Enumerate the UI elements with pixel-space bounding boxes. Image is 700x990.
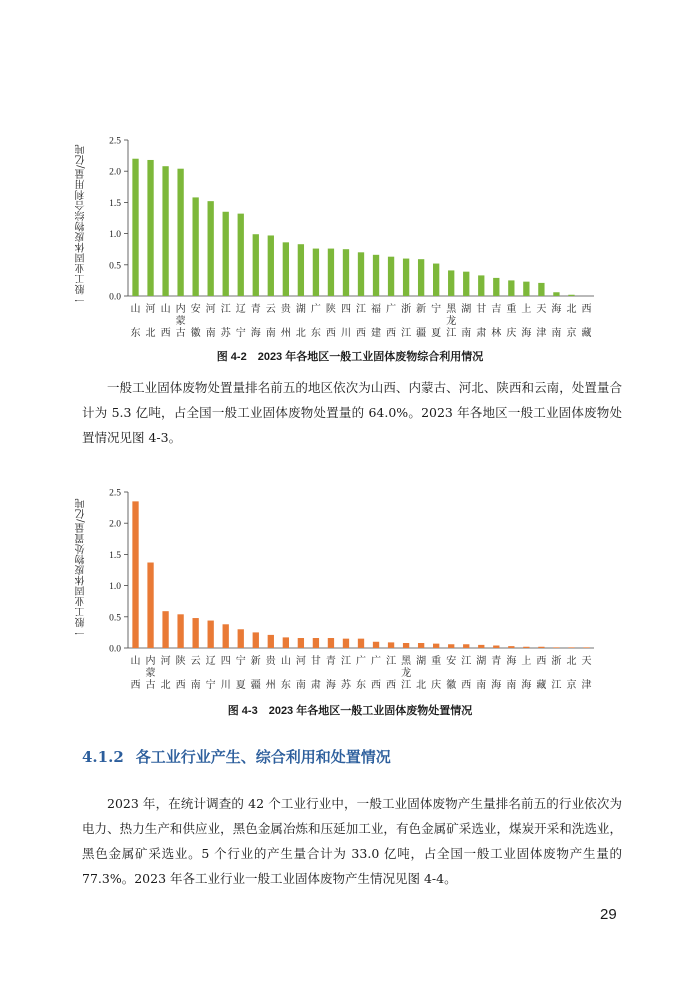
chart1-bar [313, 249, 319, 296]
chart2-bar [162, 611, 168, 648]
chart-disposal [84, 480, 604, 692]
chart1-y-tick-label: 1.0 [109, 230, 121, 241]
paragraph-industry-summary: 2023 年，在统计调查的 42 个工业行业中，一般工业固体废物产生量排名前五的行业依次为电力、热力生产和供应业，黑色金属冶炼和压延加工业，有色金属矿采选业，煤炭开采和洗选业，黑色金属矿采选业。5 个行业的产生量合计为 33.0 亿吨，占全国一般工业固体废物产生量的 77.3%。2023 年各工业行业一般工业固体废物产生情况见图 4-4。 [82, 795, 622, 886]
chart1-x-tick-label: 云南 [265, 304, 276, 339]
chart2-x-tick-label: 陕西 [175, 656, 186, 691]
chart1-x-tick-label: 河北 [145, 304, 156, 339]
chart1-bar [538, 283, 544, 296]
chart2-bar [223, 624, 229, 648]
chart2-x-tick-label: 山西 [130, 656, 141, 691]
chart1-bar [343, 249, 349, 296]
chart1-bar [223, 212, 229, 296]
chart2-bar [358, 639, 364, 648]
chart2-y-tick-label: 2.5 [109, 488, 121, 499]
chart1-svg [84, 128, 604, 340]
chart2-x-tick-label: 宁夏 [235, 656, 246, 691]
chart1-x-tick-label: 湖南 [461, 304, 472, 339]
chart1-x-tick-label: 四川 [340, 304, 351, 339]
chart1-bar [478, 275, 484, 296]
chart2-bar [283, 637, 289, 648]
chart1-x-tick-label: 海南 [551, 304, 562, 339]
chart2-bar [433, 644, 439, 648]
chart1-bar [298, 244, 304, 296]
chart2-x-tick-label: 贵州 [265, 656, 276, 691]
chart1-bar [388, 257, 394, 296]
chart1-bar [358, 252, 364, 296]
chart1-bar [373, 255, 379, 296]
chart2-x-tick-label: 四川 [220, 656, 231, 691]
chart2-y-tick-label: 0.5 [109, 613, 121, 624]
chart1-x-tick-label: 新疆 [416, 304, 427, 339]
chart2-bar [568, 647, 574, 648]
chart1-bar [553, 292, 559, 296]
section-heading [82, 746, 391, 767]
chart2-x-tick-label: 安徽 [446, 656, 457, 691]
chart2-x-tick-label: 青海 [491, 656, 502, 691]
chart2-bar [132, 501, 138, 648]
figure-4-3-caption: 图 4-3 2023 年各地区一般工业固体废物处置情况 [227, 705, 473, 717]
chart1-x-tick-label: 北京 [566, 304, 577, 339]
chart2-bar [328, 638, 334, 648]
chart2-x-tick-label: 浙江 [551, 656, 562, 691]
chart2-bar [373, 642, 379, 648]
chart2-x-tick-label: 辽宁 [205, 656, 216, 691]
chart2-x-tick-label: 西藏 [536, 656, 547, 691]
paragraph-disposal-summary: 一般工业固体废物处置量排名前五的地区依次为山西、内蒙古、河北、陕西和云南，处置量合计为 5.3 亿吨，占全国一般工业固体废物处置量的 64.0%。2023 年各地区一般工业固体废物处置情况见图 4-3。 [82, 379, 622, 445]
chart1-x-tick-label: 福建 [371, 304, 382, 339]
chart2-x-tick-label: 河北 [160, 656, 171, 691]
chart1-y-tick-label: 0.0 [109, 292, 121, 303]
chart1-x-tick-label: 西藏 [581, 304, 592, 339]
chart1-x-tick-label: 湖北 [295, 304, 306, 339]
chart1-y-tick-label: 2.0 [109, 167, 121, 178]
chart1-bar [238, 214, 244, 296]
chart2-x-tick-label: 天津 [581, 656, 592, 691]
chart1-x-tick-label: 广东 [310, 304, 321, 339]
chart1-y-tick-label: 2.5 [109, 136, 121, 147]
chart2-bar [538, 647, 544, 648]
chart1-bar [283, 242, 289, 296]
chart1-bar [433, 264, 439, 296]
chart1-x-tick-label: 吉林 [491, 304, 502, 339]
chart2-bar [192, 618, 198, 648]
chart1-x-tick-label: 陕西 [325, 304, 336, 339]
figure-4-2-caption: 图 4-2 2023 年各地区一般工业固体废物综合利用情况 [216, 351, 484, 363]
chart2-svg [84, 480, 604, 692]
chart1-y-tick-label: 1.5 [109, 198, 121, 209]
chart1-x-tick-label: 山西 [160, 304, 171, 339]
chart1-bar [147, 160, 153, 296]
chart2-x-tick-label: 新疆 [250, 656, 261, 691]
chart1-bar [192, 197, 198, 296]
chart2-bar [403, 643, 409, 648]
chart1-x-tick-label: 上海 [521, 304, 532, 339]
chart1-bar [463, 272, 469, 296]
chart2-x-tick-label: 北京 [566, 656, 577, 691]
chart2-x-tick-label: 海南 [506, 656, 517, 691]
chart2-bar [583, 647, 589, 648]
chart2-bar [553, 647, 559, 648]
chart2-bar [478, 645, 484, 648]
chart1-x-tick-label: 河南 [205, 304, 216, 339]
chart1-bar [493, 278, 499, 296]
chart-comprehensive-utilization [84, 128, 604, 340]
chart1-bar [328, 249, 334, 296]
chart1-x-tick-label: 辽宁 [235, 304, 246, 339]
chart2-bar [177, 614, 183, 648]
chart1-x-tick-label: 黑龙江 [446, 304, 457, 339]
chart1-x-tick-label: 天津 [536, 304, 547, 339]
chart2-bar [298, 638, 304, 648]
section-title: 各工业行业产生、综合利用和处置情况 [135, 748, 391, 766]
chart1-bar [177, 169, 183, 296]
chart2-x-tick-label: 广西 [371, 656, 382, 691]
chart2-y-tick-label: 0.0 [109, 644, 121, 655]
chart2-bar [463, 644, 469, 648]
chart1-x-tick-label: 安徽 [190, 304, 201, 339]
chart1-bar [523, 282, 529, 296]
chart2-y-tick-label: 1.5 [109, 550, 121, 561]
chart1-x-tick-label: 浙江 [401, 304, 412, 339]
chart1-bar [508, 280, 514, 296]
chart1-bar [568, 295, 574, 296]
chart1-bar [448, 270, 454, 296]
chart2-x-tick-label: 内蒙古 [145, 656, 156, 691]
chart2-bar [147, 563, 153, 648]
chart1-y-axis-label: 一般工业固体废物综合利用量/亿吨 [76, 143, 87, 305]
chart2-y-tick-label: 1.0 [109, 582, 121, 593]
chart2-y-tick-label: 2.0 [109, 519, 121, 530]
chart1-bar [132, 159, 138, 296]
chart2-x-tick-label: 江西 [386, 656, 397, 691]
chart2-bar [313, 638, 319, 648]
chart2-bar [268, 635, 274, 648]
chart1-x-tick-label: 贵州 [280, 304, 291, 339]
chart1-bar [208, 201, 214, 296]
chart2-x-tick-label: 山东 [280, 656, 291, 691]
chart2-bar [208, 621, 214, 648]
chart1-x-tick-label: 甘肃 [476, 304, 487, 339]
chart2-x-tick-label: 甘肃 [310, 656, 321, 691]
chart2-x-tick-label: 上海 [521, 656, 532, 691]
chart1-bar [162, 166, 168, 296]
chart2-bar [343, 639, 349, 648]
chart2-x-tick-label: 重庆 [431, 656, 442, 691]
chart1-y-tick-label: 0.5 [109, 261, 121, 272]
chart2-bar [253, 632, 259, 648]
section-number: 4.1.2 [82, 748, 124, 766]
chart1-bar [403, 259, 409, 296]
chart1-x-tick-label: 宁夏 [431, 304, 442, 339]
chart2-x-tick-label: 黑龙江 [401, 656, 412, 691]
page-number: 29 [600, 906, 617, 923]
chart2-bar [508, 646, 514, 648]
chart2-x-tick-label: 江苏 [340, 656, 351, 691]
chart2-x-tick-label: 湖南 [476, 656, 487, 691]
chart1-bar [253, 234, 259, 296]
chart2-bar [448, 644, 454, 648]
chart2-x-tick-label: 河南 [295, 656, 306, 691]
chart2-y-axis-label: 一般工业固体废物处置量/亿吨 [76, 497, 87, 638]
chart1-x-tick-label: 青海 [250, 304, 261, 339]
chart1-x-tick-label: 内蒙古 [175, 304, 186, 339]
chart2-bar [388, 642, 394, 648]
chart2-x-tick-label: 湖北 [416, 656, 427, 691]
chart2-bar [418, 643, 424, 648]
chart2-x-tick-label: 青海 [325, 656, 336, 691]
chart1-x-tick-label: 广西 [386, 304, 397, 339]
chart2-bar [238, 629, 244, 648]
chart2-x-tick-label: 江西 [461, 656, 472, 691]
chart2-bar [523, 647, 529, 648]
chart1-x-tick-label: 重庆 [506, 304, 517, 339]
chart1-bar [268, 235, 274, 296]
chart1-x-tick-label: 江西 [356, 304, 366, 339]
chart1-x-tick-label: 山东 [130, 304, 141, 339]
chart2-x-tick-label: 云南 [190, 656, 201, 691]
chart1-x-tick-label: 江苏 [220, 304, 231, 339]
chart1-bar [418, 259, 424, 296]
chart2-bar [493, 646, 499, 648]
chart2-x-tick-label: 广东 [356, 656, 366, 691]
